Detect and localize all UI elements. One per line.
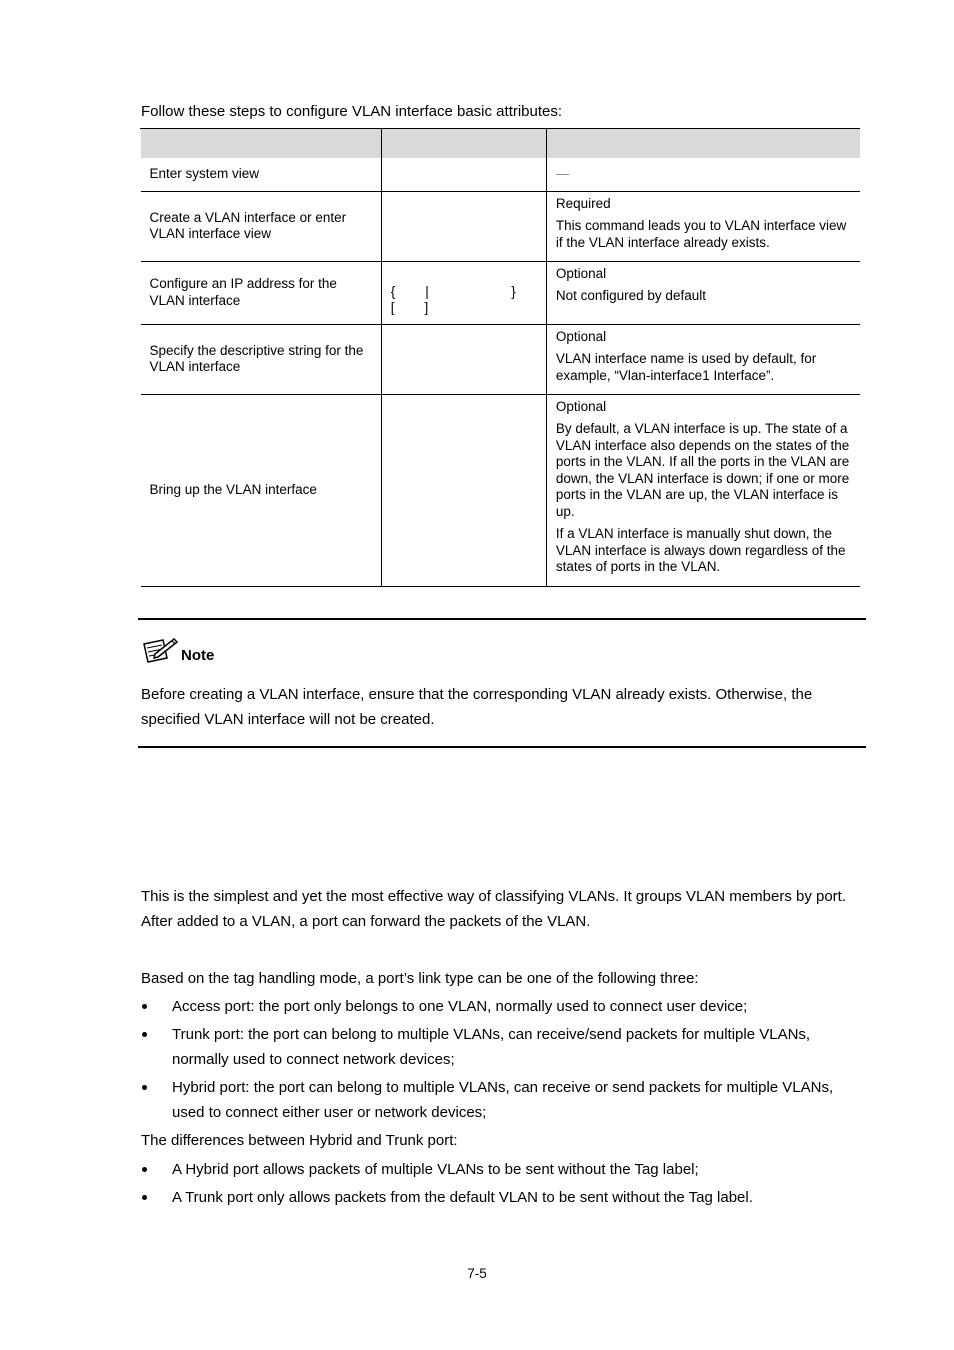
remark-line: If a VLAN interface is manually shut down, the VLAN interface is always down regardless of the states of ports in the VLAN. [555, 526, 846, 574]
remark-dash: — [555, 166, 570, 181]
step-cell: Specify the descriptive string for the VLAN interface [141, 324, 382, 394]
remark-line: Optional [555, 328, 607, 344]
command-cell [381, 261, 546, 324]
bullet-icon [142, 1167, 147, 1172]
table-row [141, 394, 861, 586]
note-heading [141, 636, 214, 664]
link-type-list [141, 994, 869, 1128]
list-item-text: Hybrid port: the port can belong to multiple VLANs, can receive or send packets for multiple VLANs, used to connect either user or network devices; [172, 1079, 834, 1121]
list-item [141, 994, 869, 1019]
remark-line: Optional [555, 265, 607, 281]
body-paragraph: Based on the tag handling mode, a port’s link type can be one of the following three: [141, 970, 699, 987]
list-item-text: A Hybrid port allows packets of multiple VLANs to be sent without the Tag label; [172, 1161, 699, 1178]
remark-line: Required [555, 195, 611, 211]
note-pencil-icon [141, 636, 179, 664]
differences-list [141, 1157, 869, 1213]
remarks-cell [546, 394, 860, 586]
bullet-icon [142, 1032, 147, 1037]
remarks-cell [546, 324, 860, 394]
bullet-icon [142, 1004, 147, 1009]
command-cell [381, 394, 546, 586]
table-intro: Follow these steps to configure VLAN interface basic attributes: [141, 103, 563, 120]
table-header-row [141, 129, 861, 159]
note-label: Note [181, 647, 215, 664]
note-top-rule [138, 618, 866, 620]
remark-line: This command leads you to VLAN interface view if the VLAN interface already exists. [555, 218, 847, 250]
note-bottom-rule [138, 746, 866, 748]
list-item [141, 1185, 869, 1210]
table-row [141, 191, 861, 261]
bullet-icon [142, 1085, 147, 1090]
body-paragraph: The differences between Hybrid and Trunk port: [141, 1132, 458, 1149]
list-item-text: Trunk port: the port can belong to multiple VLANs, can receive/send packets for multiple VLANs, normally used to connect network devices; [172, 1026, 811, 1068]
list-item [141, 1157, 869, 1182]
command-cell [381, 324, 546, 394]
remark-line: Optional [555, 398, 607, 414]
step-cell: Create a VLAN interface or enter VLAN interface view [141, 191, 382, 261]
bullet-icon [142, 1195, 147, 1200]
remark-line: VLAN interface name is used by default, for example, “Vlan-interface1 Interface”. [555, 351, 817, 383]
table-row [141, 261, 861, 324]
remarks-cell [546, 158, 860, 191]
list-item [141, 1075, 869, 1125]
remark-line: By default, a VLAN interface is up. The state of a VLAN interface also depends on the states of the ports in the VLAN. If all the ports in the VLAN are down, the VLAN interface is down; if one or more ports in the VLAN are up, the VLAN interface is up. [555, 421, 850, 519]
note-text: Before creating a VLAN interface, ensure that the corresponding VLAN already exists. Otherwise, the specified VLAN interface will not be created. [141, 686, 813, 728]
header-remarks [546, 129, 860, 159]
remark-line: Not configured by default [555, 288, 706, 303]
command-syntax: { | } [ ] [390, 283, 516, 315]
step-cell: Configure an IP address for the VLAN interface [141, 261, 382, 324]
header-command [381, 129, 546, 159]
header-to-do [141, 129, 382, 159]
body-paragraph: This is the simplest and yet the most effective way of classifying VLANs. It groups VLAN members by port. After added to a VLAN, a port can forward the packets of the VLAN. [141, 888, 847, 930]
table-row [141, 324, 861, 394]
step-cell: Bring up the VLAN interface [141, 394, 382, 586]
list-item-text: A Trunk port only allows packets from the default VLAN to be sent without the Tag label. [172, 1189, 753, 1206]
command-cell [381, 158, 546, 191]
list-item [141, 1022, 869, 1072]
list-item-text: Access port: the port only belongs to one VLAN, normally used to connect user device; [172, 998, 748, 1015]
page-number: 7-5 [467, 1266, 487, 1281]
step-cell: Enter system view [141, 158, 382, 191]
command-cell [381, 191, 546, 261]
config-steps-table [140, 128, 860, 587]
remarks-cell [546, 191, 860, 261]
remarks-cell [546, 261, 860, 324]
table-row [141, 158, 861, 191]
